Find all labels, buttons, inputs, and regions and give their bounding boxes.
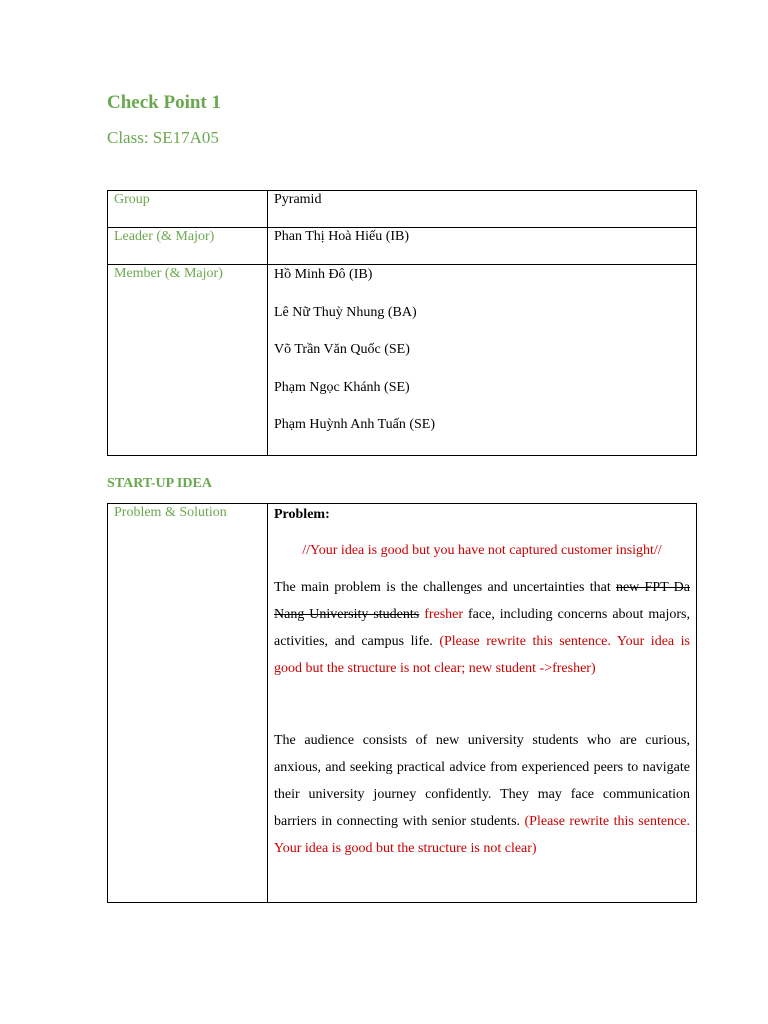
problem-heading: Problem:: [274, 507, 330, 522]
page-title: Check Point 1: [107, 92, 221, 113]
audience-paragraph: [274, 727, 690, 862]
problem-solution-label: Problem & Solution: [108, 504, 268, 903]
table-row: [108, 191, 697, 228]
member-item: Võ Trần Văn Quốc (SE): [274, 342, 410, 357]
table-row: [108, 504, 697, 903]
leader-label: Leader (& Major): [108, 228, 268, 265]
group-label: Group: [108, 191, 268, 228]
reviewer-comment: //Your idea is good but you have not captured customer insight//: [302, 543, 662, 558]
member-item: Hồ Minh Đô (IB): [274, 267, 373, 282]
inserted-text: fresher: [419, 607, 464, 622]
group-info-table: [107, 190, 697, 456]
deleted-text: new FPT Da Nang University students: [274, 580, 690, 622]
table-row: [108, 265, 697, 456]
paragraph-text: The main problem is the challenges and uncertainties that: [274, 580, 616, 595]
problem-content: [268, 504, 697, 903]
paragraph-text: face, including concerns about majors, activities, and campus life.: [274, 607, 690, 649]
reviewer-comment: (Please rewrite this sentence. Your idea is good but the structure is not clear): [274, 814, 690, 856]
leader-value: Phan Thị Hoà Hiếu (IB): [268, 228, 697, 265]
table-row: [108, 228, 697, 265]
member-list: [268, 265, 697, 456]
group-value: Pyramid: [268, 191, 697, 228]
member-item: Lê Nữ Thuỳ Nhung (BA): [274, 304, 417, 320]
class-label: Class: SE17A05: [107, 128, 219, 147]
section-title-startup: START-UP IDEA: [107, 476, 212, 491]
paragraph-text: The audience consists of new university students who are curious, anxious, and seeking practical advice from experienced peers to navigate their university journey confidently. They may face communication barriers in connecting with senior students.: [274, 733, 690, 829]
member-item: Phạm Ngọc Khánh (SE): [274, 379, 410, 395]
member-label: Member (& Major): [108, 265, 268, 456]
problem-paragraph: [274, 574, 690, 682]
reviewer-comment: (Please rewrite this sentence. Your idea is good but the structure is not clear; new student ->fresher): [274, 634, 690, 676]
startup-idea-table: [107, 503, 697, 903]
member-item: Phạm Huỳnh Anh Tuấn (SE): [274, 417, 436, 432]
